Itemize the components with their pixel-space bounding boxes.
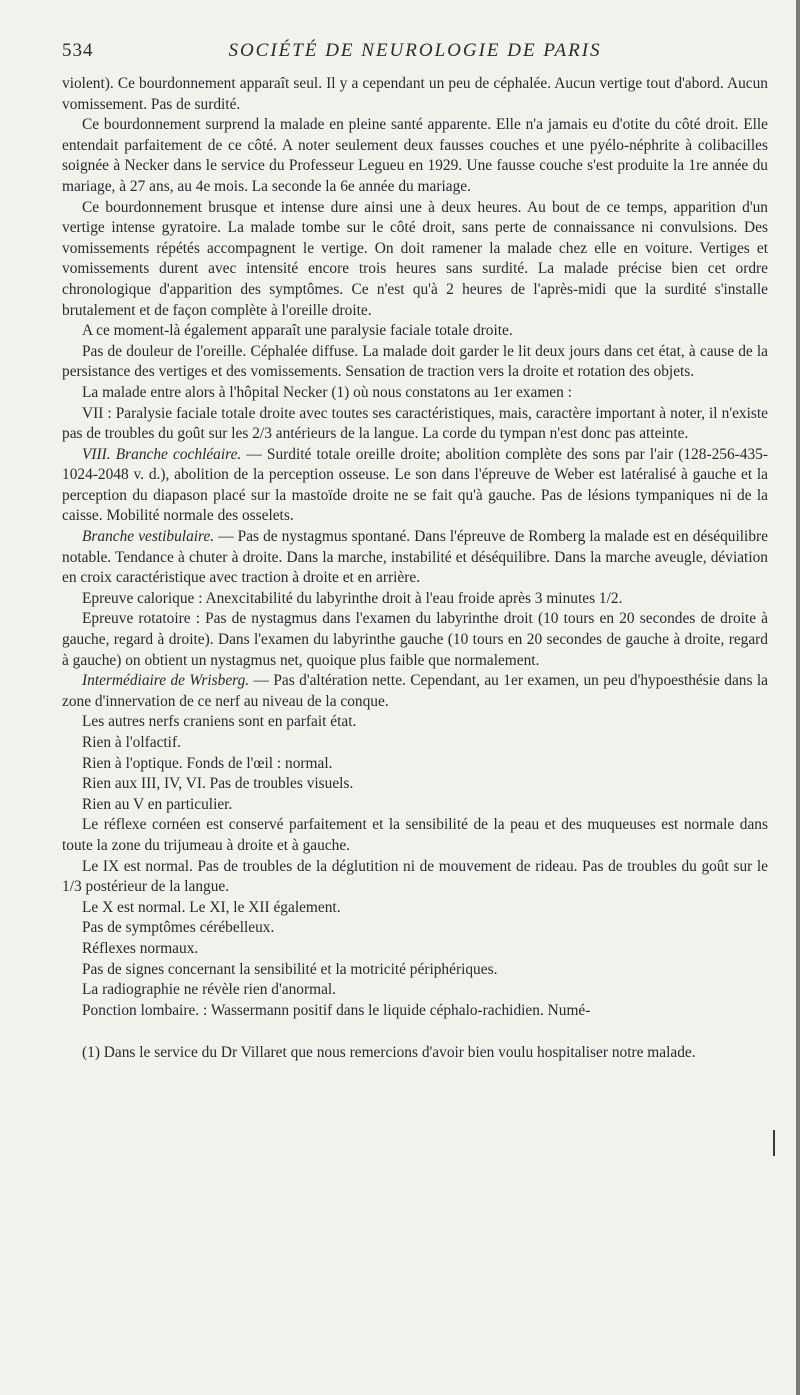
paragraph: violent). Ce bourdonnement apparaît seul. Il y a cependant un peu de céphalée. Aucun vertige tout d'abord. Aucun vomissement. Pas de surdité. bbox=[62, 75, 768, 113]
paragraph: Le IX est normal. Pas de troubles de la déglutition ni de mouvement de rideau. Pas de troubles du goût sur le 1/3 postérieur de la langue. bbox=[62, 857, 768, 896]
paragraph: VII : Paralysie faciale totale droite avec toutes ses caractéristiques, mais, caractère important à noter, il n'existe pas de troubles du goût sur les 2/3 antérieurs de la langue. La corde du tympan n'est donc pas atteinte. bbox=[62, 404, 768, 443]
paragraph: Rien à l'olfactif. bbox=[82, 734, 181, 751]
paragraph: Rien au V en particulier. bbox=[82, 795, 233, 813]
section-text: — Pas de nystagmus spontané. Dans l'épreuve de Romberg la malade est en déséquilibre notable. Tendance à chuter à droite. Dans la marche, instabilité et déséquilibre. Dans la marche aveugle, déviation en croix caractéristique avec traction à droite et en arrière. bbox=[62, 528, 768, 587]
paragraph-cochlear bbox=[62, 445, 768, 527]
page-spine-edge bbox=[796, 0, 800, 1395]
paragraph: Pas de symptômes cérébelleux. bbox=[82, 919, 275, 937]
section-label: VIII. Branche cochléaire. bbox=[82, 445, 242, 463]
section-label: Branche vestibulaire. bbox=[82, 528, 215, 546]
paragraph: A ce moment-là également apparaît une paralysie faciale totale droite. bbox=[82, 322, 513, 340]
running-title: SOCIÉTÉ DE NEUROLOGIE DE PARIS bbox=[228, 40, 602, 61]
paragraph: Rien à l'optique. Fonds de l'œil : normal. bbox=[82, 754, 333, 772]
paragraph: Les autres nerfs craniens sont en parfait état. bbox=[82, 713, 357, 731]
paragraph: Rien aux III, IV, VI. Pas de troubles visuels. bbox=[82, 775, 354, 793]
paragraph: Ce bourdonnement surprend la malade en pleine santé apparente. Elle n'a jamais eu d'otite du côté droit. Elle entendait parfaitement de ce côté. A noter seulement deux fausses couches et une pyélo-néphrite à colibacilles soignée à Necker dans le service du Professeur Legueu en 1929. Une fausse couche s'est produite la 1re année du mariage, à 27 ans, au 4e mois. La seconde la 6e année du mariage. bbox=[62, 116, 768, 195]
section-text: — Surdité totale oreille droite; abolition complète des sons par l'air (128-256-435-1024-2048 v. d.), abolition de la perception osseuse. Le son dans l'épreuve de Weber est latéralisé à gauche et la perception du diapason placé sur la mastoïde droite ne se fait qu'à gauche. Pas de lésions tympaniques ni de la caisse. Mobilité normale des osselets. bbox=[62, 445, 768, 525]
paragraph: La radiographie ne révèle rien d'anormal. bbox=[82, 981, 337, 999]
section-label: Intermédiaire de Wrisberg. bbox=[82, 672, 250, 690]
paragraph: Réflexes normaux. bbox=[82, 939, 199, 957]
paragraph: Le réflexe cornéen est conservé parfaitement et la sensibilité de la peau et des muqueuses est normale dans toute la zone du trijumeau à droite et à gauche. bbox=[62, 816, 768, 854]
paragraph: Le X est normal. Le XI, le XII également. bbox=[82, 898, 341, 916]
page-content bbox=[62, 40, 768, 1063]
paragraph: Epreuve rotatoire : Pas de nystagmus dans l'examen du labyrinthe droit (10 tours en 20 secondes de droite à gauche, regard à droite). Dans l'examen du labyrinthe gauche (10 tours en 20 secondes de gauche à droite, regard à gauche) on obtient un nystagmus net, quoique plus faible que normalement. bbox=[62, 610, 768, 669]
paragraph-vestibular bbox=[62, 527, 768, 589]
margin-mark bbox=[773, 1130, 775, 1156]
page-number: 534 bbox=[62, 40, 94, 61]
paragraph: Ponction lombaire. : Wassermann positif dans le liquide céphalo-rachidien. Numé- bbox=[82, 1001, 591, 1019]
page-header bbox=[62, 40, 768, 68]
paragraph: Epreuve calorique : Anexcitabilité du labyrinthe droit à l'eau froide après 3 minutes 1/2. bbox=[82, 589, 623, 607]
paragraph: Ce bourdonnement brusque et intense dure ainsi une à deux heures. Au bout de ce temps, apparition d'un vertige intense gyratoire. La malade tombe sur le côté droit, sans perte de connaissance ni convulsions. Des vomissements répétés accompagnent le vertige. On doit ramener la malade chez elle en voiture. Vertiges et vomissements durent avec intensité encore trois heures sans surdité. La malade précise bien cet ordre chronologique d'apparition des symptômes. Ce n'est qu'à 2 heures de l'après-midi que la surdité s'installe brutalement et de façon complète à l'oreille droite. bbox=[62, 198, 768, 319]
paragraph: La malade entre alors à l'hôpital Necker (1) où nous constatons au 1er examen : bbox=[82, 383, 572, 401]
paragraph-wrisberg bbox=[62, 671, 768, 712]
footnote: (1) Dans le service du Dr Villaret que nous remercions d'avoir bien voulu hospitaliser notre malade. bbox=[82, 1044, 696, 1062]
paragraph: Pas de signes concernant la sensibilité et la motricité périphériques. bbox=[82, 960, 498, 978]
section-text: — Pas d'altération nette. Cependant, au 1er examen, un peu d'hypoesthésie dans la zone d'innervation de ce nerf au niveau de la conque. bbox=[62, 672, 768, 710]
paragraph: Pas de douleur de l'oreille. Céphalée diffuse. La malade doit garder le lit deux jours dans cet état, à cause de la persistance des vertiges et des vomissements. Sensation de traction vers la droite et rotation des objets. bbox=[62, 342, 768, 381]
